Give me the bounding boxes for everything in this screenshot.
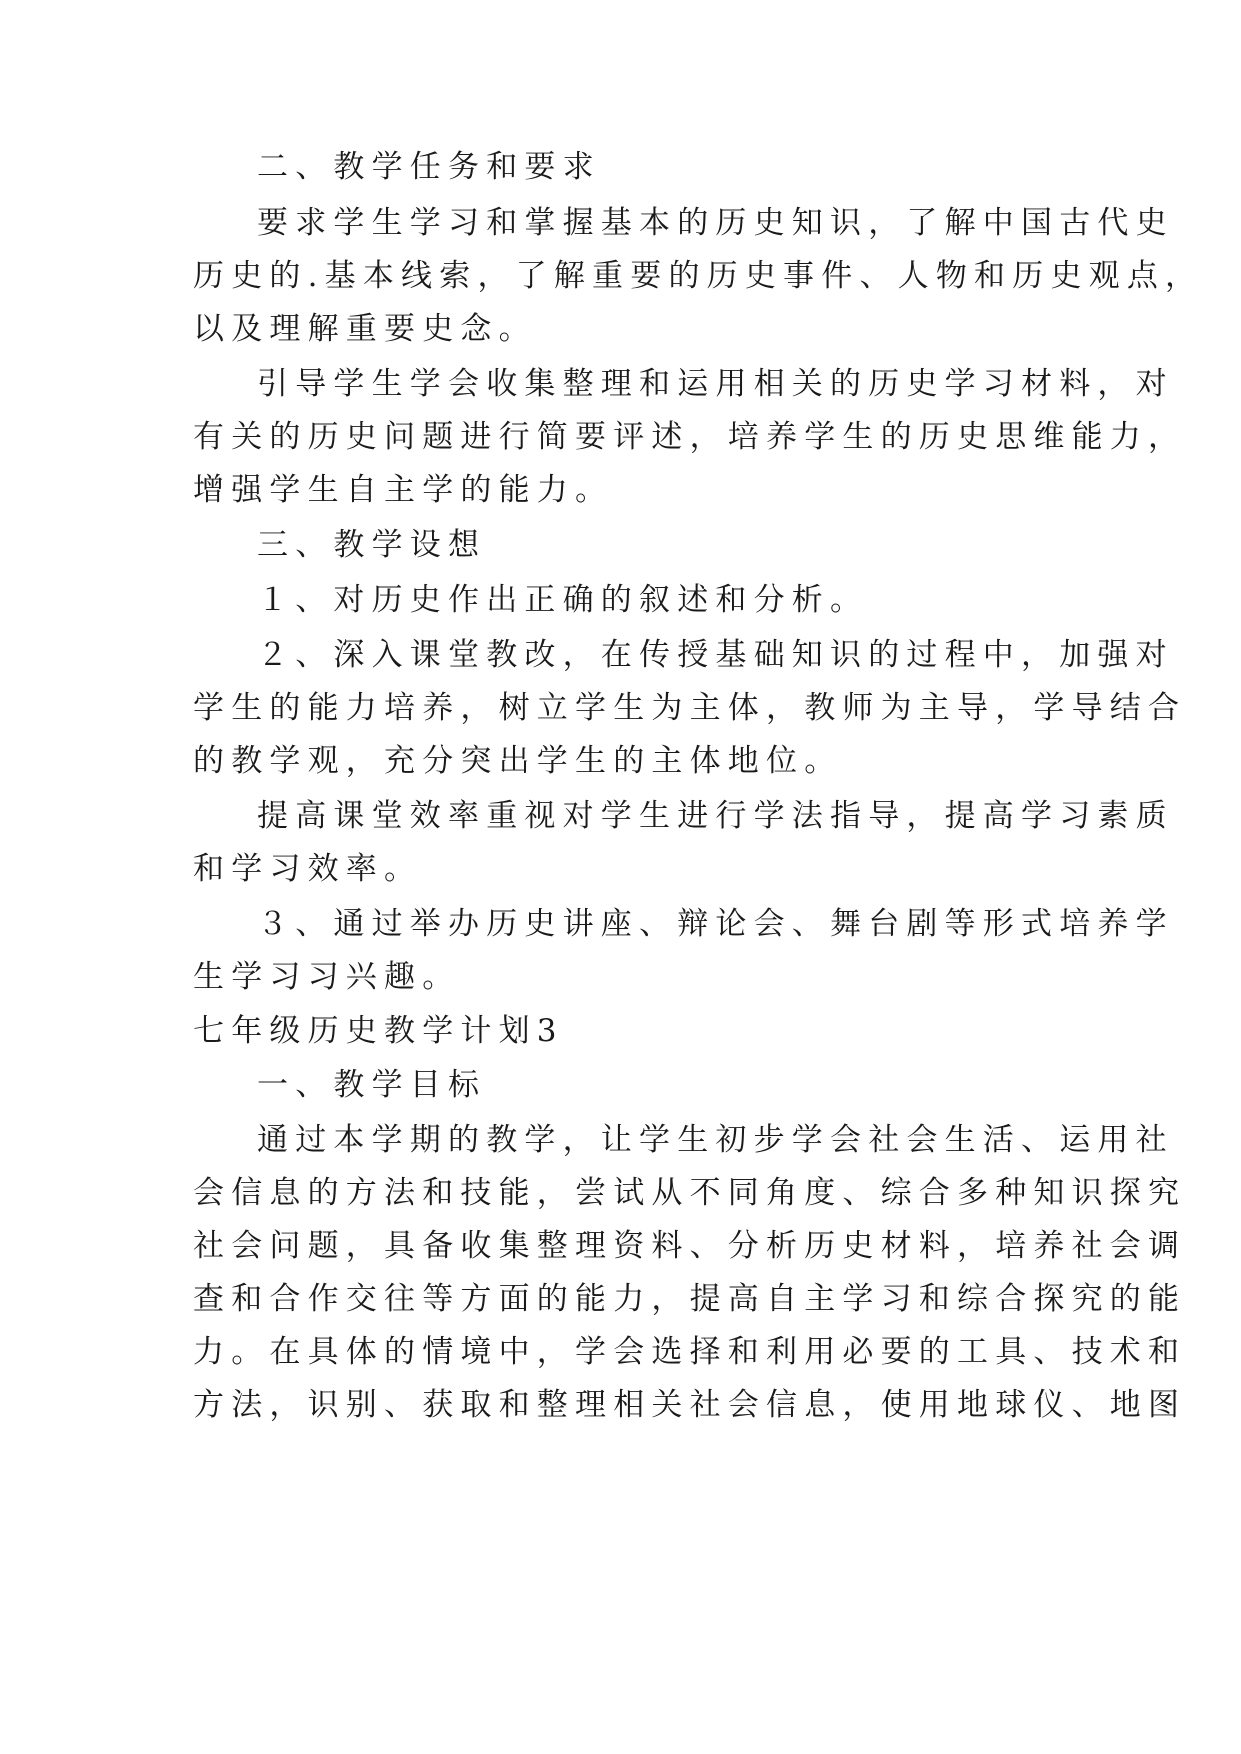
paragraph-line: 增强学生自主学的能力。 (193, 472, 614, 508)
paragraph-line: 方法，识别、获取和整理相关社会信息，使用地球仪、地图 (193, 1387, 1187, 1423)
paragraph-line: 和学习效率。 (193, 851, 423, 887)
list-item: １、对历史作出正确的叙述和分析。 (257, 582, 869, 618)
paragraph-line: 历史的.基本线索，了解重要的历史事件、人物和历史观点， (193, 258, 1204, 294)
list-item: ２、深入课堂教改，在传授基础知识的过程中，加强对 (257, 637, 1174, 673)
paragraph-line: 通过本学期的教学，让学生初步学会社会生活、运用社 (257, 1122, 1174, 1158)
heading-teaching-goals: 一、教学目标 (257, 1067, 487, 1103)
paragraph-line: 引导学生学会收集整理和运用相关的历史学习材料，对 (257, 366, 1174, 402)
paragraph-line: 提高课堂效率重视对学生进行学法指导，提高学习素质 (257, 798, 1174, 834)
paragraph-line: 以及理解重要史念。 (193, 311, 537, 347)
heading-teaching-tasks: 二、教学任务和要求 (257, 149, 601, 185)
paragraph-line: 查和合作交往等方面的能力，提高自主学习和综合探究的能 (193, 1281, 1187, 1317)
paragraph-line: 力。在具体的情境中，学会选择和利用必要的工具、技术和 (193, 1334, 1187, 1370)
paragraph-line: 生学习习兴趣。 (193, 959, 461, 995)
section-title: 七年级历史教学计划3 (193, 1013, 564, 1049)
paragraph-line: 有关的历史问题进行简要评述，培养学生的历史思维能力， (193, 419, 1187, 455)
list-item: ３、通过举办历史讲座、辩论会、舞台剧等形式培养学 (257, 906, 1174, 942)
heading-teaching-ideas: 三、教学设想 (257, 527, 487, 563)
paragraph-line: 会信息的方法和技能，尝试从不同角度、综合多种知识探究 (193, 1175, 1187, 1211)
paragraph-line: 学生的能力培养，树立学生为主体，教师为主导，学导结合 (193, 690, 1187, 726)
paragraph-line: 社会问题，具备收集整理资料、分析历史材料，培养社会调 (193, 1228, 1187, 1264)
paragraph-line: 的教学观，充分突出学生的主体地位。 (193, 743, 843, 779)
paragraph-line: 要求学生学习和掌握基本的历史知识，了解中国古代史 (257, 205, 1174, 241)
